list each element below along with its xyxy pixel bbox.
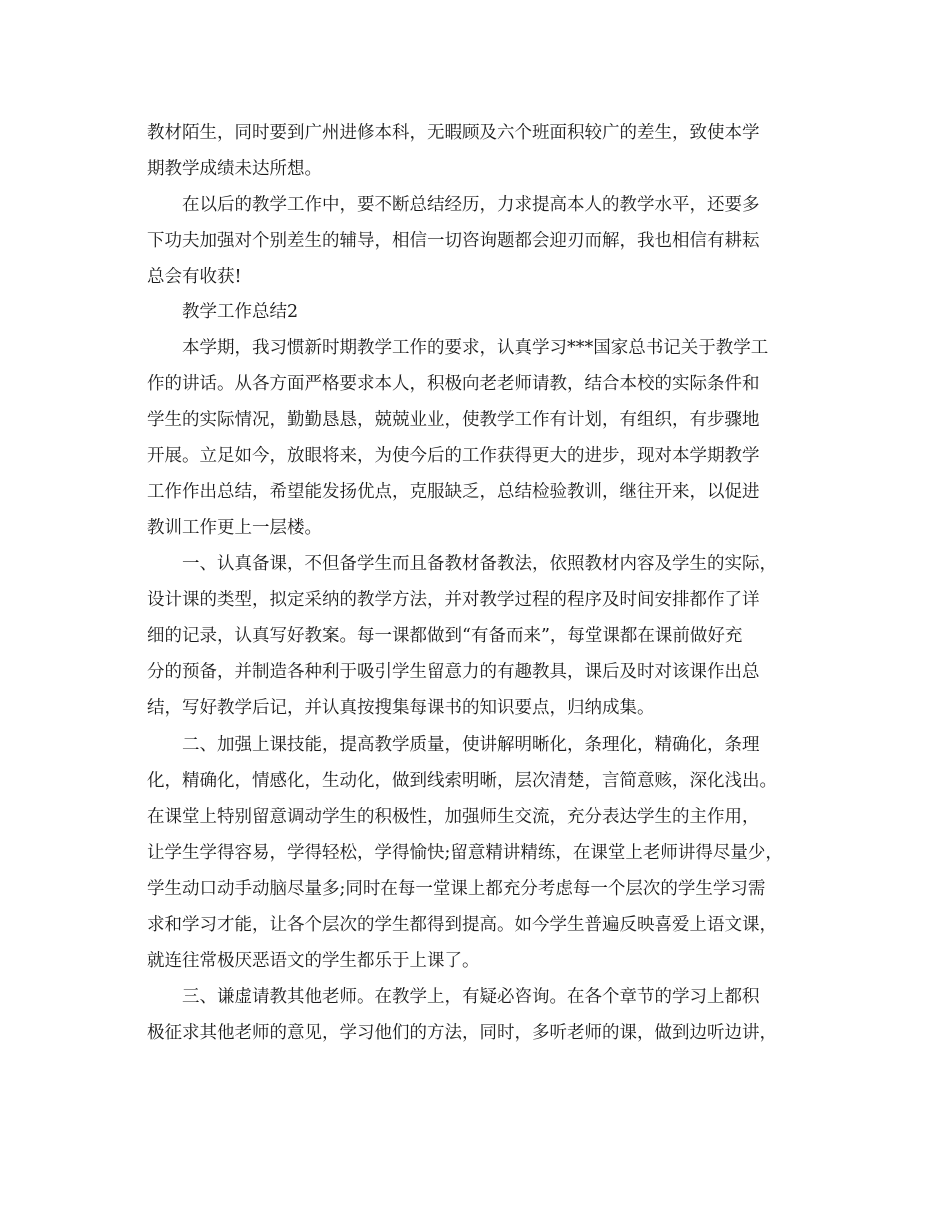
text-line: 工作作出总结，希望能发扬优点，克服缺乏，总结检验教训，继往开来，以促进 bbox=[147, 482, 760, 502]
text-line: 就连往常极厌恶语文的学生都乐于上课了。 bbox=[147, 951, 480, 971]
text-line: 总会有收获! bbox=[147, 267, 242, 287]
text-line: 学生的实际情况，勤勤恳恳，兢兢业业，使教学工作有计划，有组织，有步骤地 bbox=[147, 410, 760, 430]
text-line: 教训工作更上一层楼。 bbox=[147, 518, 322, 538]
text-line: 化，精确化，情感化，生动化，做到线索明晰，层次清楚，言简意赅，深化浅出。 bbox=[147, 771, 777, 791]
paragraph-start-line: 在以后的教学工作中，要不断总结经历，力求提高本人的教学水平，还要多 bbox=[182, 195, 760, 215]
paragraph-start-line: 二、加强上课技能，提高教学质量，使讲解明晰化，条理化，精确化，条理 bbox=[182, 735, 760, 755]
text-line: 学生动口动手动脑尽量多;同时在每一堂课上都充分考虑每一个层次的学生学习需 bbox=[147, 879, 766, 899]
text-line: 分的预备，并制造各种利于吸引学生留意力的有趣教具，课后及时对该课作出总 bbox=[147, 662, 760, 682]
text-line: 下功夫加强对个别差生的辅导，相信一切咨询题都会迎刃而解，我也相信有耕耘 bbox=[147, 231, 760, 251]
text-line: 设计课的类型，拟定采纳的教学方法，并对教学过程的程序及时间安排都作了详 bbox=[147, 590, 760, 610]
text-line: 极征求其他老师的意见，学习他们的方法，同时，多听老师的课，做到边听边讲， bbox=[147, 1023, 777, 1043]
text-line: 作的讲话。从各方面严格要求本人，积极向老老师请教，结合本校的实际条件和 bbox=[147, 374, 760, 394]
text-line: 让学生学得容易，学得轻松，学得愉快;留意精讲精练，在课堂上老师讲得尽量少， bbox=[147, 843, 783, 863]
text-line: 结，写好教学后记，并认真按搜集每课书的知识要点，归纳成集。 bbox=[147, 698, 655, 718]
section-heading: 教学工作总结2 bbox=[182, 302, 299, 322]
text-line: 求和学习才能，让各个层次的学生都得到提高。如今学生普遍反映喜爱上语文课， bbox=[147, 915, 777, 935]
paragraph-start-line: 一、认真备课，不但备学生而且备教材备教法，依照教材内容及学生的实际， bbox=[182, 554, 777, 574]
text-line: 期教学成绩未达所想。 bbox=[147, 159, 322, 179]
text-line: 在课堂上特别留意调动学生的积极性，加强师生交流，充分表达学生的主作用， bbox=[147, 807, 760, 827]
paragraph-start-line: 三、谦虚请教其他老师。在教学上，有疑必咨询。在各个章节的学习上都积 bbox=[182, 987, 760, 1007]
text-line: 细的记录，认真写好教案。每一课都做到“有备而来”，每堂课都在课前做好充 bbox=[147, 626, 743, 646]
text-line: 开展。立足如今，放眼将来，为使今后的工作获得更大的进步，现对本学期教学 bbox=[147, 446, 760, 466]
text-line: 教材陌生，同时要到广州进修本科，无暇顾及六个班面积较广的差生，致使本学 bbox=[147, 123, 760, 143]
paragraph-start-line: 本学期，我习惯新时期教学工作的要求，认真学习***国家总书记关于教学工 bbox=[182, 338, 769, 358]
